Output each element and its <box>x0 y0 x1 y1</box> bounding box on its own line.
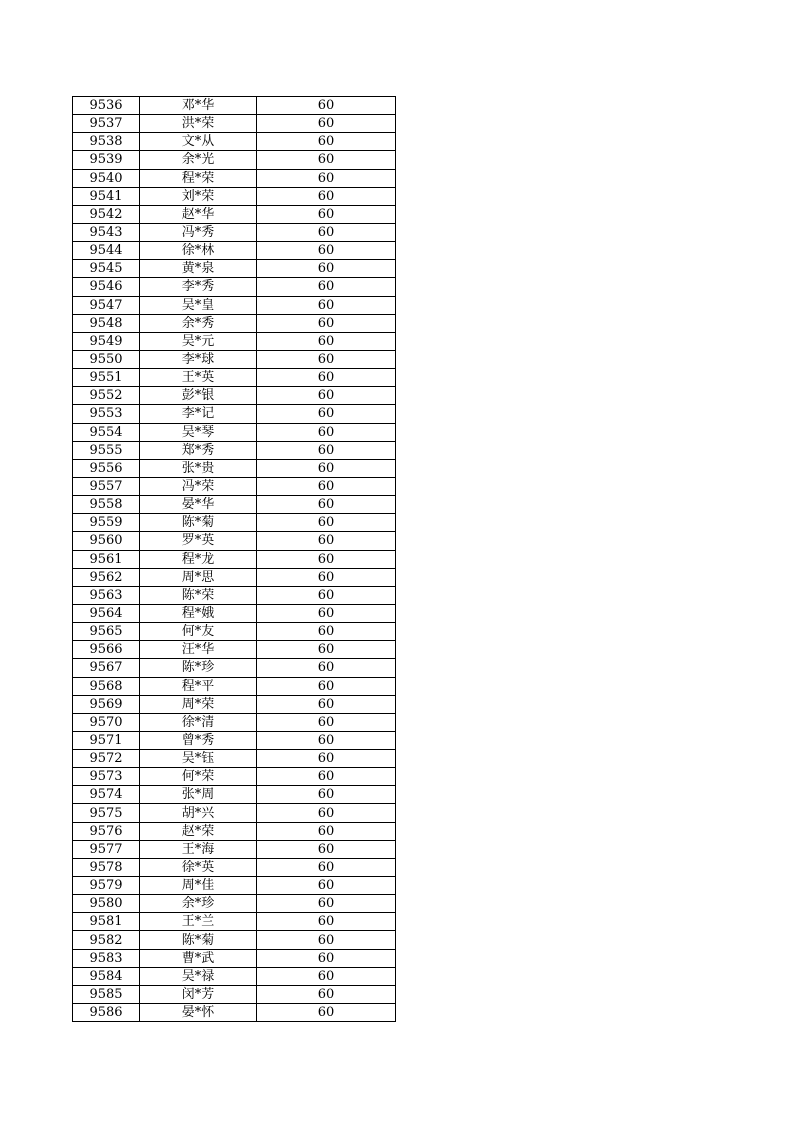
table-row <box>73 459 396 477</box>
name-cell: 陈*荣 <box>140 586 257 604</box>
table-row <box>73 169 396 187</box>
id-cell: 9566 <box>73 641 140 659</box>
id-cell: 9571 <box>73 731 140 749</box>
name-cell: 汪*华 <box>140 641 257 659</box>
name-cell: 陈*菊 <box>140 931 257 949</box>
value-cell: 60 <box>257 985 396 1003</box>
value-cell: 60 <box>257 350 396 368</box>
name-cell: 曹*武 <box>140 949 257 967</box>
id-cell: 9555 <box>73 441 140 459</box>
name-cell: 徐*清 <box>140 713 257 731</box>
name-cell: 赵*华 <box>140 205 257 223</box>
value-cell: 60 <box>257 949 396 967</box>
table-row <box>73 133 396 151</box>
id-cell: 9550 <box>73 350 140 368</box>
table-row <box>73 514 396 532</box>
name-cell: 冯*秀 <box>140 223 257 241</box>
table-row <box>73 314 396 332</box>
table-body <box>73 97 396 1022</box>
table-row <box>73 985 396 1003</box>
name-cell: 张*贵 <box>140 459 257 477</box>
id-cell: 9541 <box>73 187 140 205</box>
table-row <box>73 369 396 387</box>
id-cell: 9558 <box>73 496 140 514</box>
name-cell: 程*龙 <box>140 550 257 568</box>
name-cell: 陈*菊 <box>140 514 257 532</box>
table-row <box>73 822 396 840</box>
id-cell: 9585 <box>73 985 140 1003</box>
value-cell: 60 <box>257 895 396 913</box>
id-cell: 9557 <box>73 477 140 495</box>
value-cell: 60 <box>257 169 396 187</box>
value-cell: 60 <box>257 441 396 459</box>
table-row <box>73 405 396 423</box>
name-cell: 冯*荣 <box>140 477 257 495</box>
name-cell: 吴*禄 <box>140 967 257 985</box>
table-row <box>73 586 396 604</box>
table-row <box>73 423 396 441</box>
value-cell: 60 <box>257 568 396 586</box>
table-row <box>73 768 396 786</box>
name-cell: 陈*珍 <box>140 659 257 677</box>
table-row <box>73 623 396 641</box>
name-cell: 晏*怀 <box>140 1004 257 1022</box>
name-cell: 何*荣 <box>140 768 257 786</box>
id-cell: 9570 <box>73 713 140 731</box>
name-cell: 郑*秀 <box>140 441 257 459</box>
id-cell: 9581 <box>73 913 140 931</box>
name-cell: 周*荣 <box>140 695 257 713</box>
value-cell: 60 <box>257 604 396 622</box>
name-cell: 晏*华 <box>140 496 257 514</box>
table-row <box>73 223 396 241</box>
value-cell: 60 <box>257 677 396 695</box>
name-cell: 吴*琴 <box>140 423 257 441</box>
value-cell: 60 <box>257 731 396 749</box>
value-cell: 60 <box>257 786 396 804</box>
table-row <box>73 877 396 895</box>
value-cell: 60 <box>257 296 396 314</box>
id-cell: 9556 <box>73 459 140 477</box>
id-cell: 9575 <box>73 804 140 822</box>
value-cell: 60 <box>257 205 396 223</box>
table-row <box>73 350 396 368</box>
table-row <box>73 97 396 115</box>
value-cell: 60 <box>257 133 396 151</box>
name-cell: 王*海 <box>140 840 257 858</box>
id-cell: 9549 <box>73 332 140 350</box>
table-row <box>73 967 396 985</box>
data-table <box>72 96 396 1022</box>
value-cell: 60 <box>257 804 396 822</box>
id-cell: 9539 <box>73 151 140 169</box>
table-row <box>73 713 396 731</box>
value-cell: 60 <box>257 840 396 858</box>
table-row <box>73 205 396 223</box>
id-cell: 9578 <box>73 858 140 876</box>
id-cell: 9563 <box>73 586 140 604</box>
table-row <box>73 1004 396 1022</box>
id-cell: 9560 <box>73 532 140 550</box>
name-cell: 周*佳 <box>140 877 257 895</box>
name-cell: 吴*元 <box>140 332 257 350</box>
value-cell: 60 <box>257 278 396 296</box>
table-row <box>73 659 396 677</box>
value-cell: 60 <box>257 332 396 350</box>
name-cell: 邓*华 <box>140 97 257 115</box>
id-cell: 9579 <box>73 877 140 895</box>
table-row <box>73 532 396 550</box>
table-row <box>73 804 396 822</box>
id-cell: 9561 <box>73 550 140 568</box>
name-cell: 刘*荣 <box>140 187 257 205</box>
name-cell: 周*思 <box>140 568 257 586</box>
table-row <box>73 895 396 913</box>
id-cell: 9569 <box>73 695 140 713</box>
table-row <box>73 786 396 804</box>
value-cell: 60 <box>257 750 396 768</box>
id-cell: 9583 <box>73 949 140 967</box>
name-cell: 胡*兴 <box>140 804 257 822</box>
name-cell: 洪*荣 <box>140 115 257 133</box>
name-cell: 余*秀 <box>140 314 257 332</box>
name-cell: 徐*英 <box>140 858 257 876</box>
value-cell: 60 <box>257 877 396 895</box>
value-cell: 60 <box>257 913 396 931</box>
name-cell: 赵*荣 <box>140 822 257 840</box>
table-row <box>73 568 396 586</box>
table-row <box>73 187 396 205</box>
value-cell: 60 <box>257 423 396 441</box>
value-cell: 60 <box>257 659 396 677</box>
name-cell: 张*周 <box>140 786 257 804</box>
name-cell: 曾*秀 <box>140 731 257 749</box>
value-cell: 60 <box>257 822 396 840</box>
table-row <box>73 731 396 749</box>
table-row <box>73 296 396 314</box>
id-cell: 9564 <box>73 604 140 622</box>
name-cell: 程*娥 <box>140 604 257 622</box>
table-row <box>73 496 396 514</box>
id-cell: 9551 <box>73 369 140 387</box>
id-cell: 9552 <box>73 387 140 405</box>
id-cell: 9582 <box>73 931 140 949</box>
table-row <box>73 477 396 495</box>
table-row <box>73 151 396 169</box>
name-cell: 李*秀 <box>140 278 257 296</box>
name-cell: 余*珍 <box>140 895 257 913</box>
value-cell: 60 <box>257 768 396 786</box>
value-cell: 60 <box>257 187 396 205</box>
table-row <box>73 750 396 768</box>
value-cell: 60 <box>257 967 396 985</box>
table-row <box>73 931 396 949</box>
table-row <box>73 441 396 459</box>
value-cell: 60 <box>257 260 396 278</box>
id-cell: 9565 <box>73 623 140 641</box>
table-row <box>73 913 396 931</box>
table-row <box>73 604 396 622</box>
id-cell: 9576 <box>73 822 140 840</box>
table-row <box>73 858 396 876</box>
name-cell: 罗*英 <box>140 532 257 550</box>
id-cell: 9540 <box>73 169 140 187</box>
value-cell: 60 <box>257 514 396 532</box>
value-cell: 60 <box>257 477 396 495</box>
value-cell: 60 <box>257 242 396 260</box>
name-cell: 王*英 <box>140 369 257 387</box>
table-row <box>73 242 396 260</box>
value-cell: 60 <box>257 586 396 604</box>
value-cell: 60 <box>257 858 396 876</box>
table-row <box>73 840 396 858</box>
value-cell: 60 <box>257 532 396 550</box>
value-cell: 60 <box>257 459 396 477</box>
table-row <box>73 677 396 695</box>
value-cell: 60 <box>257 151 396 169</box>
name-cell: 文*从 <box>140 133 257 151</box>
name-cell: 余*光 <box>140 151 257 169</box>
id-cell: 9544 <box>73 242 140 260</box>
table-row <box>73 260 396 278</box>
value-cell: 60 <box>257 387 396 405</box>
name-cell: 何*友 <box>140 623 257 641</box>
name-cell: 徐*林 <box>140 242 257 260</box>
name-cell: 彭*银 <box>140 387 257 405</box>
id-cell: 9543 <box>73 223 140 241</box>
id-cell: 9572 <box>73 750 140 768</box>
name-cell: 程*荣 <box>140 169 257 187</box>
table-row <box>73 115 396 133</box>
id-cell: 9568 <box>73 677 140 695</box>
table-row <box>73 278 396 296</box>
value-cell: 60 <box>257 1004 396 1022</box>
name-cell: 程*平 <box>140 677 257 695</box>
id-cell: 9548 <box>73 314 140 332</box>
id-cell: 9567 <box>73 659 140 677</box>
id-cell: 9542 <box>73 205 140 223</box>
value-cell: 60 <box>257 641 396 659</box>
name-cell: 黄*泉 <box>140 260 257 278</box>
id-cell: 9547 <box>73 296 140 314</box>
id-cell: 9546 <box>73 278 140 296</box>
id-cell: 9562 <box>73 568 140 586</box>
value-cell: 60 <box>257 695 396 713</box>
value-cell: 60 <box>257 496 396 514</box>
value-cell: 60 <box>257 115 396 133</box>
id-cell: 9553 <box>73 405 140 423</box>
id-cell: 9545 <box>73 260 140 278</box>
value-cell: 60 <box>257 223 396 241</box>
id-cell: 9584 <box>73 967 140 985</box>
value-cell: 60 <box>257 369 396 387</box>
name-cell: 闵*芳 <box>140 985 257 1003</box>
id-cell: 9577 <box>73 840 140 858</box>
id-cell: 9536 <box>73 97 140 115</box>
value-cell: 60 <box>257 713 396 731</box>
value-cell: 60 <box>257 623 396 641</box>
table-row <box>73 641 396 659</box>
id-cell: 9537 <box>73 115 140 133</box>
table-row <box>73 387 396 405</box>
table-row <box>73 332 396 350</box>
name-cell: 李*记 <box>140 405 257 423</box>
value-cell: 60 <box>257 97 396 115</box>
name-cell: 吴*钰 <box>140 750 257 768</box>
value-cell: 60 <box>257 931 396 949</box>
value-cell: 60 <box>257 550 396 568</box>
id-cell: 9573 <box>73 768 140 786</box>
table-row <box>73 550 396 568</box>
id-cell: 9586 <box>73 1004 140 1022</box>
name-cell: 王*兰 <box>140 913 257 931</box>
id-cell: 9538 <box>73 133 140 151</box>
table-row <box>73 949 396 967</box>
value-cell: 60 <box>257 314 396 332</box>
name-cell: 吴*皇 <box>140 296 257 314</box>
table-row <box>73 695 396 713</box>
name-cell: 李*球 <box>140 350 257 368</box>
id-cell: 9574 <box>73 786 140 804</box>
id-cell: 9580 <box>73 895 140 913</box>
id-cell: 9559 <box>73 514 140 532</box>
id-cell: 9554 <box>73 423 140 441</box>
value-cell: 60 <box>257 405 396 423</box>
